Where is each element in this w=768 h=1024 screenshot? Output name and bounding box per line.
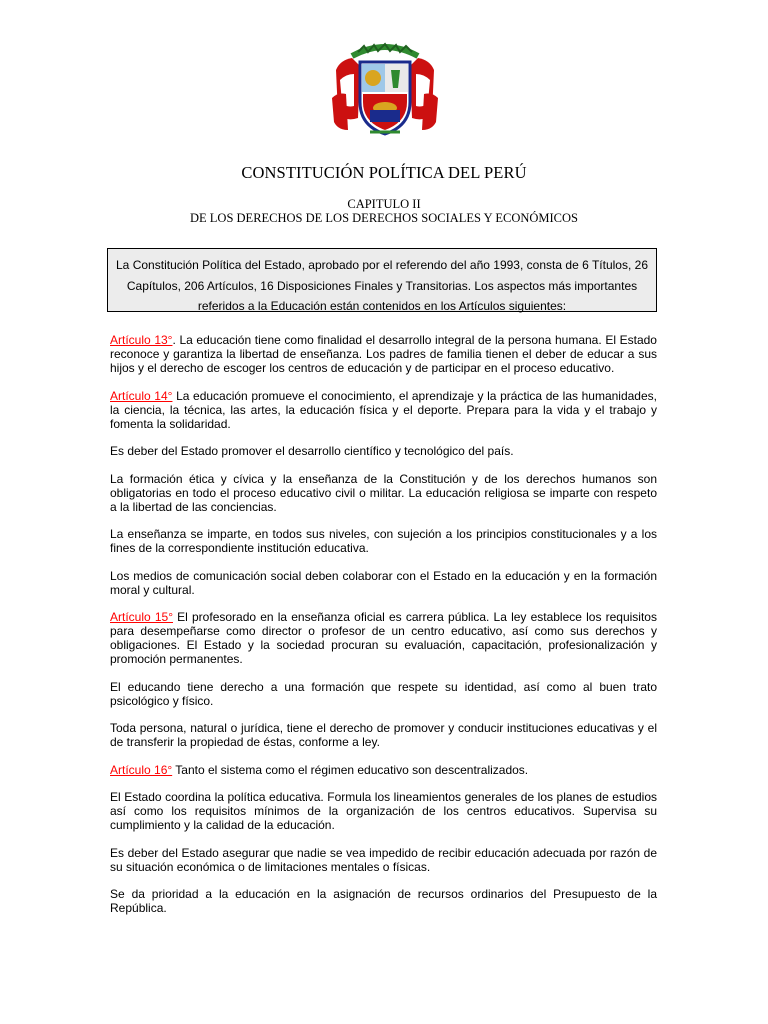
paragraph: El Estado coordina la política educativa. Formula los lineamientos generales de los planes de estudios así como los requisitos mínimos de la organización de los centros educativos. Supervisa su cumplimiento y la calidad de la educación. xyxy=(110,790,657,832)
paragraph-art15 xyxy=(110,610,657,666)
paragraph-art16 xyxy=(110,763,657,777)
paragraph-text: Tanto el sistema como el régimen educativo son descentralizados. xyxy=(172,762,529,777)
intro-box xyxy=(107,248,657,312)
flags-left xyxy=(332,58,360,130)
article-14-link[interactable]: Artículo 14° xyxy=(110,388,173,403)
paragraph: Se da prioridad a la educación en la asignación de recursos ordinarios del Presupuesto de la República. xyxy=(110,887,657,915)
paragraph: La formación ética y cívica y la enseñanza de la Constitución y de los derechos humanos son obligatorias en todo el proceso educativo civil o militar. La educación religiosa se imparte con respeto a la libertad de las conciencias. xyxy=(110,471,657,514)
paragraph: Es deber del Estado asegurar que nadie se vea impedido de recibir educación adecuada por razón de su situación económica o de limitaciones mentales o físicas. xyxy=(110,845,657,874)
wreath xyxy=(352,44,418,56)
paragraph: Toda persona, natural o jurídica, tiene el derecho de promover y conducir instituciones educativas y el de transferir la propiedad de éstas, conforme a ley. xyxy=(110,721,657,749)
paragraph-text: La educación tiene como finalidad el desarrollo integral de la persona humana. El Estado reconoce y garantiza la libertad de enseñanza. Los padres de familia tienen el deber de educar a sus hijos y el derecho de escoger los centros de educación y de participar en el proceso educativo. xyxy=(110,333,657,375)
shield xyxy=(360,62,410,134)
article-13-period: . xyxy=(172,333,176,347)
article-15-link[interactable]: Artículo 15° xyxy=(110,610,173,624)
flags-right xyxy=(410,58,438,130)
paragraph: El educando tiene derecho a una formación que respete su identidad, así como al buen trato psicológico y físico. xyxy=(110,679,657,708)
paragraph-art13 xyxy=(110,333,657,375)
paragraph-art14 xyxy=(110,389,657,431)
chapter-label: CAPITULO II xyxy=(347,197,421,211)
paragraph: La enseñanza se imparte, en todos sus niveles, con sujeción a los principios constitucionales y a los fines de la correspondiente institución educativa. xyxy=(110,527,657,555)
intro-line-2: Capítulos, 206 Artículos, 16 Disposiciones Finales y Transitorias. Los aspectos más importantes xyxy=(126,278,638,293)
paragraph-text: La educación promueve el conocimiento, el aprendizaje y la práctica de las humanidades, la ciencia, la técnica, las artes, la educación física y el deporte. Prepara para la vida y el trabajo y fomenta la solidaridad. xyxy=(110,388,657,431)
paragraph-text: El profesorado en la enseñanza oficial es carrera pública. La ley establece los requisitos para desempeñarse como director o profesor de un centro educativo, así como sus derechos y obligaciones. El Estado y la sociedad procuran su evaluación, capacitación, profesionalización y promoción permanentes. xyxy=(110,610,657,666)
body-content xyxy=(110,333,657,929)
article-16-link[interactable]: Artículo 16° xyxy=(110,762,173,777)
document-title: CONSTITUCIÓN POLÍTICA DEL PERÚ xyxy=(241,163,527,182)
chapter-subtitle: DE LOS DERECHOS DE LOS DERECHOS SOCIALES Y ECONÓMICOS xyxy=(190,211,578,225)
article-13-link[interactable]: Artículo 13° xyxy=(110,333,173,347)
paragraph: Los medios de comunicación social deben colaborar con el Estado en la educación y en la formación moral y cultural. xyxy=(110,568,657,597)
intro-line-1: La Constitución Política del Estado, aprobado por el referendo del año 1993, consta de 6 Títulos, 26 xyxy=(116,258,648,272)
peru-coat-of-arms-icon xyxy=(330,40,440,140)
intro-line-3: referidos a la Educación están contenidos en los Artículos siguientes: xyxy=(197,299,567,313)
paragraph: Es deber del Estado promover el desarrollo científico y tecnológico del país. xyxy=(110,444,514,458)
